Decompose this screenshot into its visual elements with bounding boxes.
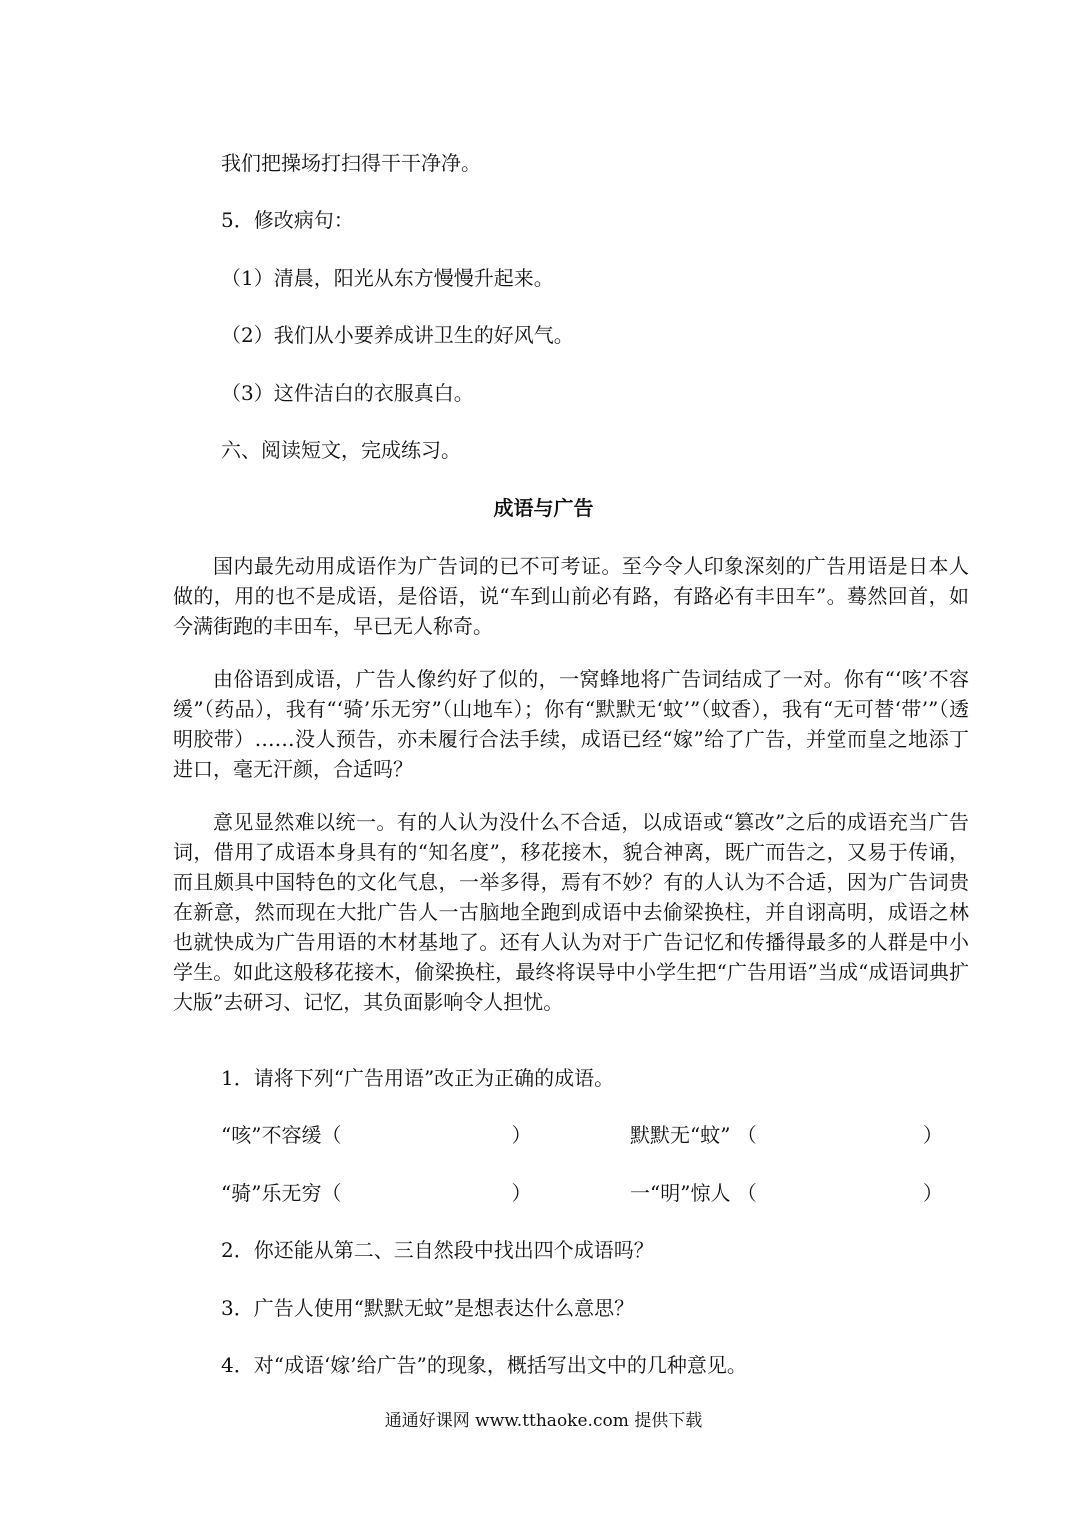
article-title: 成语与广告 bbox=[493, 496, 594, 520]
section-six-heading: 六、阅读短文，完成练习。 bbox=[221, 438, 461, 462]
blank-close: ） bbox=[922, 1123, 943, 1147]
blank-close: ） bbox=[922, 1181, 943, 1205]
text-line: 我们把操场打扫得干干净净。 bbox=[221, 151, 481, 175]
blank-item-3 bbox=[221, 1181, 531, 1205]
question-2: 2．你还能从第二、三自然段中找出四个成语吗？ bbox=[221, 1238, 654, 1262]
blank-item-1 bbox=[221, 1123, 531, 1147]
question-1: 1．请将下列“广告用语”改正为正确的成语。 bbox=[221, 1066, 615, 1090]
blank-close: ） bbox=[511, 1181, 532, 1205]
sentence-item-3: （3）这件洁白的衣服真白。 bbox=[221, 381, 474, 405]
blank-term: “骑”乐无穷（ bbox=[221, 1181, 342, 1205]
blank-term: 一“明”惊人 （ bbox=[630, 1181, 757, 1205]
blank-close: ） bbox=[511, 1123, 532, 1147]
article-paragraph-3: 意见显然难以统一。有的人认为没什么不合适，以成语或“篡改”之后的成语充当广告词，借用了成语本身具有的“知名度”，移花接木，貌合神离，既广而告之，又易于传诵，而且颇具中国特色的文化气息，一举多得，焉有不妙？有的人认为不合适，因为广告词贵在新意，然而现在大批广告人一古脑地全跑到成语中去偷梁换柱，并自诩高明，成语之林也就快成为广告用语的木材基地了。还有人认为对于广告记忆和传播得最多的人群是中小学生。如此这般移花接木，偷梁换柱，最终将误导中小学生把“广告用语”当成“成语词典扩大版”去研习、记忆，其负面影响令人担忧。 bbox=[173, 810, 969, 1014]
blank-item-4 bbox=[630, 1181, 943, 1205]
question-4: 4．对“成语‘嫁’给广告”的现象，概括写出文中的几种意见。 bbox=[221, 1353, 747, 1377]
blank-term: 默默无“蚊” （ bbox=[630, 1123, 757, 1147]
article-paragraph-1: 国内最先动用成语作为广告词的已不可考证。至今令人印象深刻的广告用语是日本人做的，用的也不是成语，是俗语，说“车到山前必有路，有路必有丰田车”。蓦然回首，如今满街跑的丰田车，早已无人称奇。 bbox=[173, 554, 969, 638]
blank-term: “咳”不容缓（ bbox=[221, 1123, 342, 1147]
article-paragraph-2: 由俗语到成语，广告人像约好了似的，一窝蜂地将广告词结成了一对。你有“‘咳’不容缓”（药品），我有“‘骑’乐无穷”（山地车）；你有“默默无‘蚊’”（蚊香），我有“无可替‘带’”（透明胶带）……没人预告，亦未履行合法手续，成语已经“嫁”给了广告，并堂而皇之地添丁进口，毫无汗颜，合适吗？ bbox=[173, 667, 969, 781]
question-3: 3．广告人使用“默默无蚊”是想表达什么意思？ bbox=[221, 1296, 635, 1320]
blank-item-2 bbox=[630, 1123, 943, 1147]
sentence-item-2: （2）我们从小要养成讲卫生的好风气。 bbox=[221, 323, 574, 347]
sentence-item-1: （1）清晨，阳光从东方慢慢升起来。 bbox=[221, 266, 554, 290]
page-footer: 通通好课网 www.tthaoke.com 提供下载 bbox=[384, 1411, 703, 1431]
question-5-heading: 5．修改病句： bbox=[221, 208, 354, 232]
